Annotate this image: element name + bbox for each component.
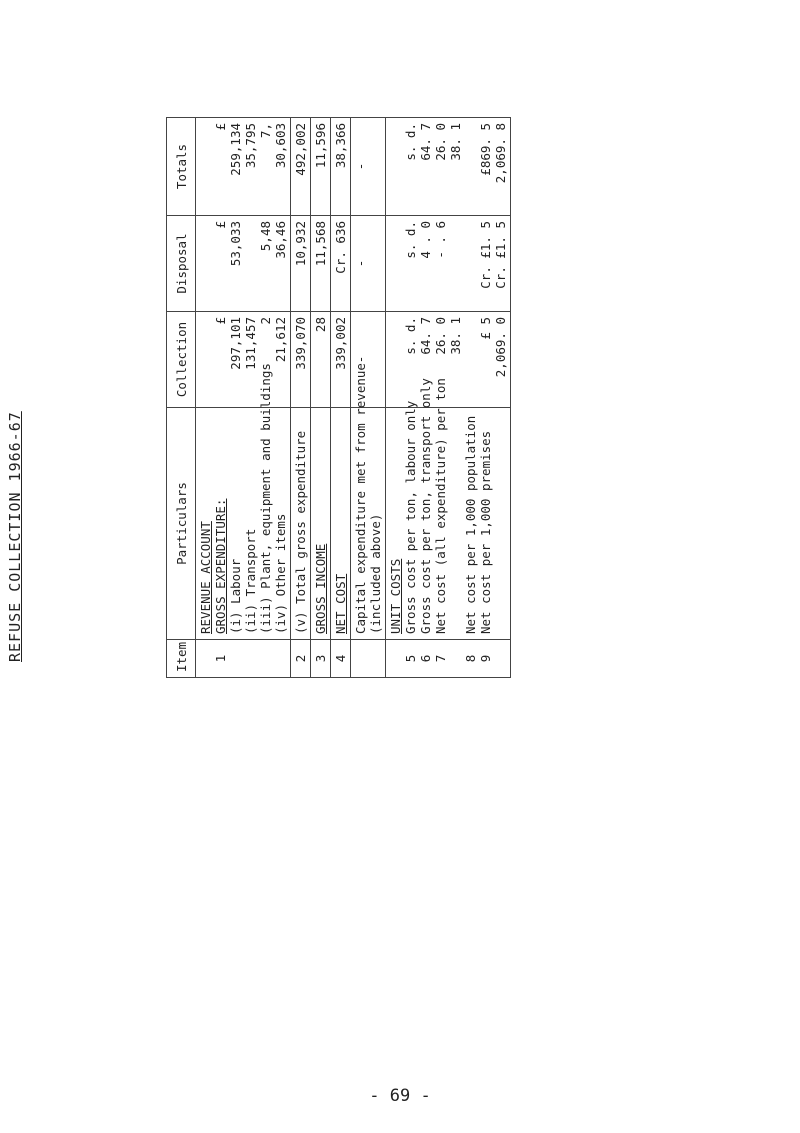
currency-symbol: £ — [213, 221, 228, 229]
value: 131,457 — [243, 317, 258, 370]
item-number: 5 — [403, 654, 418, 663]
item-number — [353, 645, 368, 672]
particular-line: (included above) — [368, 513, 383, 634]
cell-particulars — [331, 408, 351, 640]
value: - . 6 — [433, 221, 448, 259]
cell-disposal — [386, 216, 511, 312]
particular-line: (i) Labour — [228, 558, 243, 634]
particular-line: Gross cost per ton, transport only — [418, 378, 433, 634]
cell-particulars — [351, 363, 386, 640]
cell-collection — [291, 312, 311, 408]
value: 339,070 — [293, 317, 308, 370]
value: £869. 5 — [478, 123, 493, 176]
value — [198, 317, 213, 402]
cell-disposal — [331, 216, 351, 312]
value: 64. 7 — [418, 317, 433, 355]
item-number: 7 — [433, 654, 448, 663]
cell-totals — [386, 118, 511, 216]
value — [243, 221, 258, 306]
item-number: 6 — [418, 654, 433, 663]
table-row-unit-costs — [386, 118, 511, 678]
cell-particulars — [196, 363, 291, 640]
particular-line: Net cost per 1,000 population — [463, 415, 478, 634]
value — [198, 123, 213, 210]
rotated-table-frame — [166, 118, 758, 678]
value: 11,568 — [313, 221, 328, 267]
particular-line — [448, 413, 463, 634]
cell-item — [331, 640, 351, 678]
header-totals: Totals — [167, 118, 196, 216]
section-heading: REVENUE ACCOUNT — [198, 521, 213, 634]
value — [198, 221, 213, 306]
value: 5,48 — [258, 221, 273, 252]
cell-collection — [196, 312, 291, 408]
item-number: 4 — [333, 654, 348, 663]
value — [388, 123, 403, 210]
cell-totals — [351, 118, 386, 216]
item-number: 2 — [293, 654, 308, 663]
particular-line: Net cost per 1,000 premises — [478, 430, 493, 634]
cell-totals — [196, 118, 291, 216]
cell-totals — [291, 118, 311, 216]
particular-line: GROSS INCOME — [313, 543, 328, 634]
value — [388, 221, 403, 306]
particular-line: (iv) Other items — [273, 513, 288, 634]
value: 7, — [258, 123, 273, 139]
cell-particulars — [291, 408, 311, 640]
currency-symbol: £ — [213, 123, 228, 131]
cell-collection — [331, 312, 351, 408]
header-particulars: Particulars — [167, 408, 196, 640]
header-row — [167, 118, 196, 678]
value: 38. 1 — [448, 317, 463, 355]
value: 2,069. 0 — [493, 317, 508, 378]
section-heading: GROSS EXPENDITURE: — [213, 498, 228, 634]
value: 26. 0 — [433, 123, 448, 161]
particular-line: Capital expenditure met from revenue — [353, 363, 368, 634]
cell-item — [311, 640, 331, 678]
value — [388, 317, 403, 402]
value — [448, 221, 463, 306]
header-disposal: Disposal — [167, 216, 196, 312]
value: 11,596 — [313, 123, 328, 169]
cell-disposal — [196, 216, 291, 312]
page-number: - 69 - — [369, 1086, 431, 1106]
cell-totals — [331, 118, 351, 216]
value: 2 — [258, 317, 273, 325]
value: 38. 1 — [448, 123, 463, 161]
value: 36,46 — [273, 221, 288, 259]
cell-collection — [386, 312, 511, 408]
value: 10,932 — [293, 221, 308, 267]
particular-line: Net cost (all expenditure) per ton — [433, 378, 448, 634]
section-heading: UNIT COSTS — [388, 558, 403, 634]
table-row-gross-income — [311, 118, 331, 678]
value: Cr. 636 — [333, 221, 348, 274]
unit-label: s. d. — [403, 317, 418, 355]
value: 30,603 — [273, 123, 288, 169]
value — [463, 123, 478, 210]
particular-line: (iii) Plant, equipment and buildings — [258, 363, 273, 634]
cell-totals — [311, 118, 331, 216]
value: 28 — [313, 317, 328, 333]
cell-particulars — [386, 378, 511, 640]
value: 64. 7 — [418, 123, 433, 161]
cell-disposal — [291, 216, 311, 312]
value: 259,134 — [228, 123, 243, 176]
value: £ 5 — [478, 317, 493, 340]
header-item: Item — [167, 640, 196, 678]
header-collection: Collection — [167, 312, 196, 408]
table-row-net-cost — [331, 118, 351, 678]
cell-collection — [311, 312, 331, 408]
value: 26. 0 — [433, 317, 448, 355]
table-container — [166, 118, 758, 678]
particular-line: NET COST — [333, 573, 348, 634]
value — [463, 221, 478, 306]
value: - — [353, 355, 368, 364]
item-number: 1 — [213, 654, 228, 663]
particular-line: Gross cost per ton, labour only — [403, 400, 418, 634]
value — [463, 317, 478, 402]
page-title: REFUSE COLLECTION 1966-67 — [6, 411, 24, 662]
table-row-revenue-account — [196, 118, 291, 678]
cell-item — [291, 640, 311, 678]
table-row-total-gross-expenditure — [291, 118, 311, 678]
currency-symbol: £ — [213, 317, 228, 325]
value: - — [353, 162, 368, 171]
item-number — [448, 645, 463, 672]
value: 339,002 — [333, 317, 348, 370]
value: Cr. £1. 5 — [478, 221, 493, 289]
item-number: 3 — [313, 654, 328, 663]
value: 2,069. 8 — [493, 123, 508, 184]
table-row-capital-expenditure — [351, 118, 386, 678]
value: 492,002 — [293, 123, 308, 176]
value: 38,366 — [333, 123, 348, 169]
cell-disposal — [351, 216, 386, 312]
page-title-vertical — [6, 362, 46, 662]
unit-label: s. d. — [403, 221, 418, 259]
particular-line: (ii) Transport — [243, 528, 258, 634]
cell-item — [196, 640, 291, 678]
value: Cr. £1. 5 — [493, 221, 508, 289]
cell-particulars — [311, 408, 331, 640]
revenue-table — [166, 117, 511, 678]
item-number: 9 — [478, 654, 493, 663]
item-number: 8 — [463, 654, 478, 663]
value: 4 . 0 — [418, 221, 433, 259]
value: 35,795 — [243, 123, 258, 169]
value: 53,033 — [228, 221, 243, 267]
cell-disposal — [311, 216, 331, 312]
cell-item — [351, 640, 386, 678]
value: 297,101 — [228, 317, 243, 370]
unit-label: s. d. — [403, 123, 418, 161]
cell-item — [386, 640, 511, 678]
value: 21,612 — [273, 317, 288, 363]
particular-line: (v) Total gross expenditure — [293, 430, 308, 634]
value: - — [353, 259, 368, 268]
